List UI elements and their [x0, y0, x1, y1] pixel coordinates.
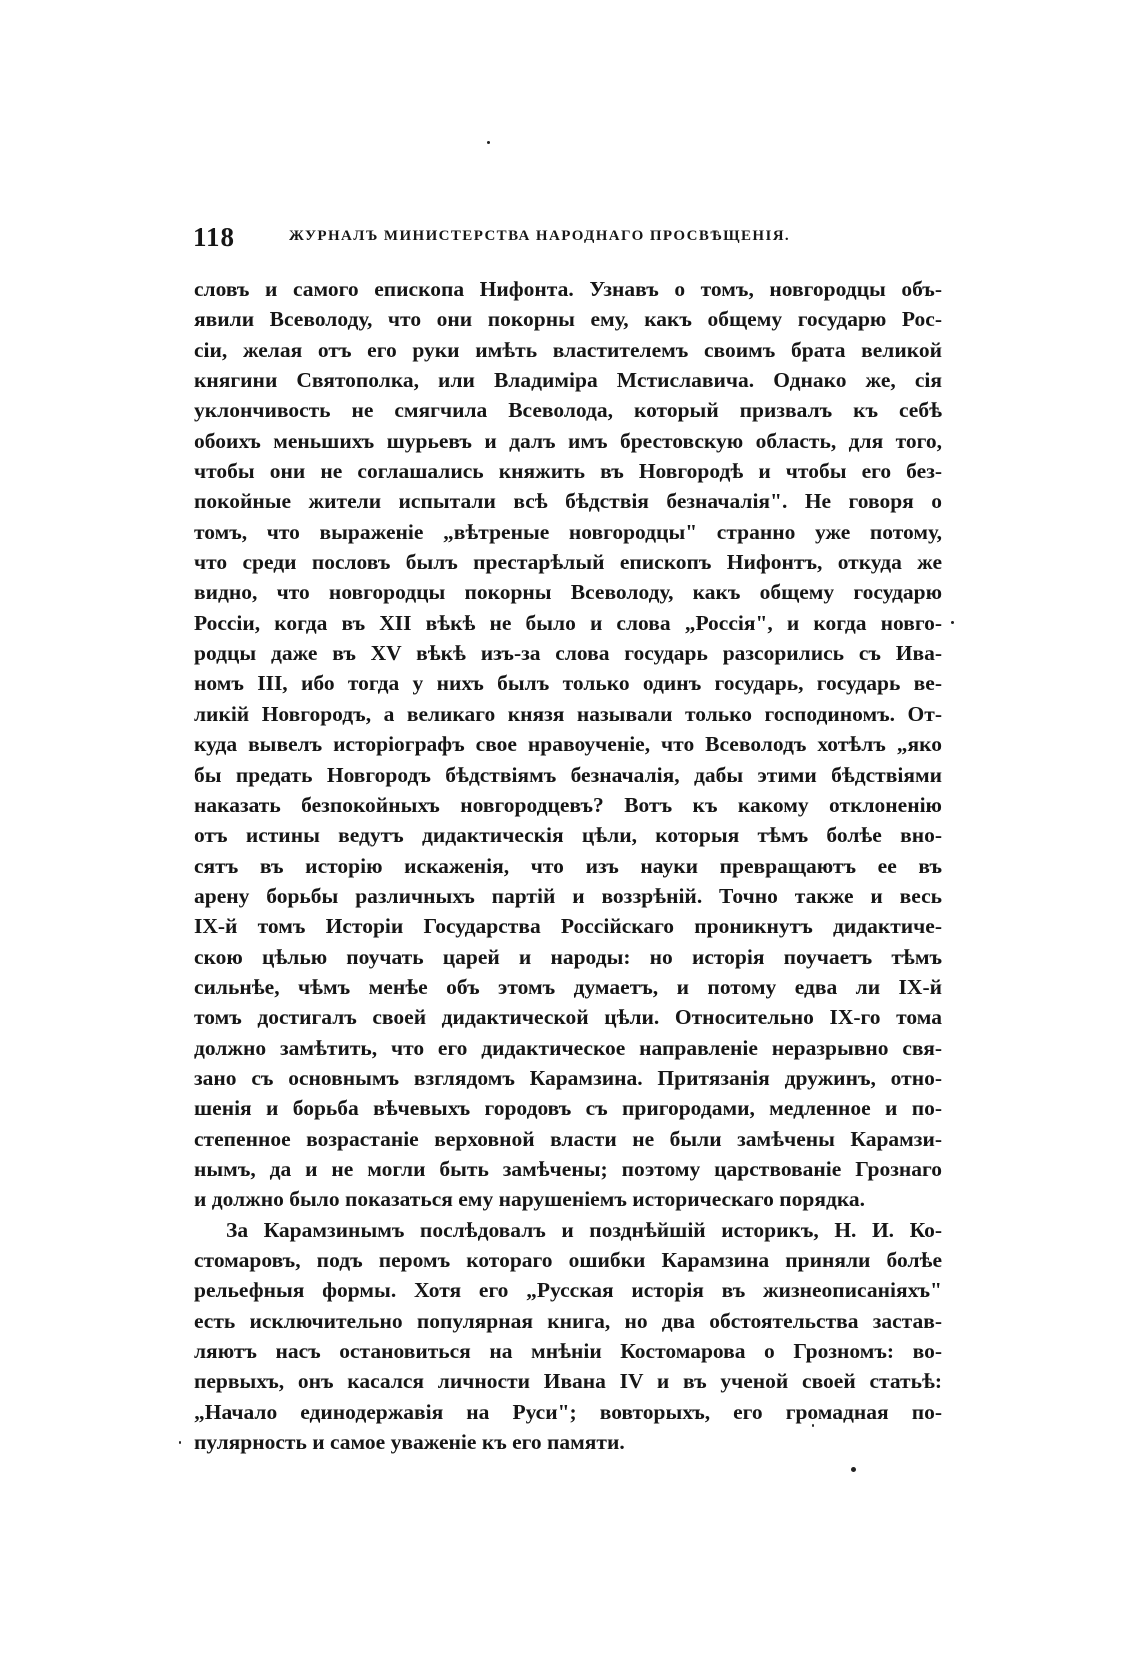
- text-line: ликій Новгородъ, а великаго князя называли только господиномъ. От-: [194, 701, 942, 726]
- text-line: рельефныя формы. Хотя его „Русская исторія въ жизнеописаніяхъ": [194, 1278, 942, 1303]
- text-line: первыхъ, онъ касался личности Ивана IV и въ ученой своей статьѣ:: [194, 1369, 942, 1394]
- running-head: ЖУРНАЛЪ МИНИСТЕРСТВА НАРОДНАГО ПРОСВѢЩЕНІЯ.: [289, 228, 791, 244]
- text-line: родцы даже въ XV вѣкѣ изъ-за слова государь разсорились съ Ива-: [194, 641, 942, 666]
- text-line: сіи, желая отъ его руки имѣть властителемъ своимъ брата великой: [194, 337, 942, 362]
- text-line: ляютъ насъ остановиться на мнѣніи Костомарова о Грозномъ: во-: [194, 1339, 942, 1364]
- text-line: наказать безпокойныхъ новгородцевъ? Вотъ къ какому отклоненію: [194, 792, 942, 817]
- text-line: и должно было показаться ему нарушеніемъ историческаго порядка.: [194, 1187, 866, 1212]
- text-line: зано съ основнымъ взглядомъ Карамзина. Притязанія дружинъ, отно-: [194, 1065, 942, 1090]
- scan-speck: [812, 1424, 814, 1427]
- text-line: пулярность и самое уваженіе къ его памяти.: [194, 1430, 625, 1455]
- scan-speck: [179, 1441, 181, 1444]
- text-line: чтобы они не соглашались княжить въ Новгородѣ и чтобы его без-: [194, 459, 942, 484]
- text-line: что среди пословъ былъ престарѣлый епископъ Нифонтъ, откуда же: [194, 550, 942, 575]
- text-line: нымъ, да и не могли быть замѣчены; поэтому царствованіе Грознаго: [194, 1156, 942, 1181]
- text-line: IX-й томъ Исторіи Государства Россійскаго проникнутъ дидактиче-: [194, 914, 942, 939]
- text-line: словъ и самого епископа Нифонта. Узнавъ о томъ, новгородцы объ-: [194, 277, 942, 301]
- scan-speck: [487, 141, 490, 144]
- text-line: томъ, что выраженіе „вѣтреные новгородцы" странно уже потому,: [194, 519, 942, 544]
- text-line: сятъ въ исторію искаженія, что изъ науки превращаютъ ее въ: [194, 853, 942, 878]
- text-line: куда вывелъ исторіографъ свое нравоученіе, что Всеволодъ хотѣлъ „яко: [194, 732, 942, 757]
- text-line: обоихъ меньшихъ шурьевъ и далъ имъ брестовскую область, для того,: [194, 428, 942, 453]
- text-line: степенное возрастаніе верховной власти не были замѣчены Карамзи-: [194, 1126, 942, 1151]
- text-line: бы предать Новгородъ бѣдствіямъ безначалія, дабы этими бѣдствіями: [194, 762, 942, 787]
- text-line: покойные жители испытали всѣ бѣдствія безначалія". Не говоря о: [194, 489, 942, 514]
- text-line: уклончивость не смягчила Всеволода, который призвалъ къ себѣ: [194, 398, 942, 423]
- text-line: видно, что новгородцы покорны Всеволоду, какъ общему государю: [194, 580, 942, 605]
- text-line: шенія и борьба вѣчевыхъ городовъ съ пригородами, медленное и по-: [194, 1096, 942, 1121]
- text-line: За Карамзинымъ послѣдовалъ и позднѣйшій историкъ, Н. И. Ко-: [226, 1217, 942, 1242]
- text-line: „Начало единодержавія на Руси"; вовторыхъ, его громадная по-: [194, 1399, 942, 1424]
- text-line: должно замѣтить, что его дидактическое направленіе неразрывно свя-: [194, 1035, 942, 1060]
- text-line: арену борьбы различныхъ партій и воззрѣній. Точно также и весь: [194, 883, 942, 908]
- body-text: [194, 274, 942, 1457]
- paragraph: [194, 274, 942, 1215]
- text-line: скою цѣлью поучать царей и народы: но исторія поучаетъ тѣмъ: [194, 944, 942, 969]
- paragraph: [194, 1215, 942, 1458]
- text-line: княгини Святополка, или Владиміра Мстиславича. Однако же, сія: [194, 368, 942, 393]
- text-line: стомаровъ, подъ перомъ котораго ошибки Карамзина приняли болѣе: [194, 1248, 942, 1272]
- text-line: Россіи, когда въ XII вѣкѣ не было и слова „Россія", и когда новго-: [194, 610, 942, 635]
- text-line: номъ III, ибо тогда у нихъ былъ только одинъ государь, государь ве-: [194, 671, 942, 696]
- scan-speck: [851, 1467, 856, 1472]
- text-line: есть исключительно популярная книга, но два обстоятельства застав-: [194, 1308, 942, 1333]
- page-number: 118: [193, 222, 236, 252]
- text-line: томъ достигалъ своей дидактической цѣли. Относительно IX-го тома: [194, 1005, 942, 1030]
- text-line: явили Всеволоду, что они покорны ему, какъ общему государю Рос-: [194, 307, 942, 332]
- scan-speck: [951, 621, 954, 624]
- text-line: отъ истины ведутъ дидактическія цѣли, которыя тѣмъ болѣе вно-: [194, 823, 942, 848]
- page-header: [193, 222, 943, 256]
- text-line: сильнѣе, чѣмъ менѣе объ этомъ думаетъ, и потому едва ли IX-й: [194, 974, 942, 999]
